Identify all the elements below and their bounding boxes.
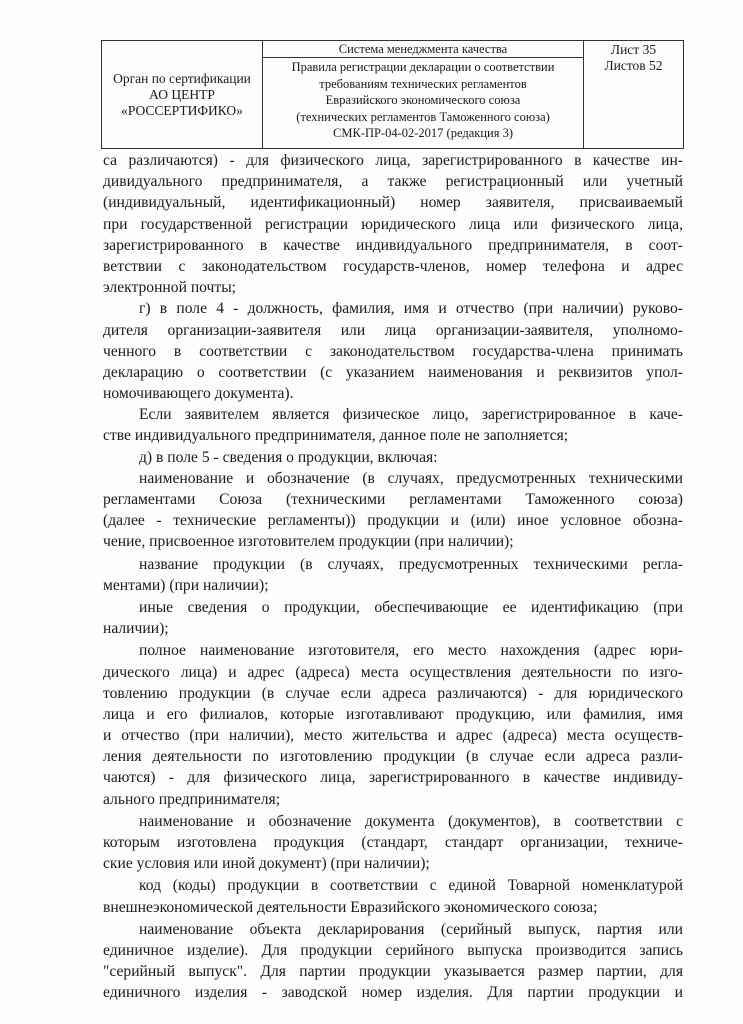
header-table (101, 40, 684, 149)
body-line: д) в поле 5 - сведения о продукции, включая: (139, 448, 438, 466)
body-line: стве индивидуального предпринимателя, данное поле не заполняется; (103, 427, 569, 445)
body-line: наличии); (103, 620, 169, 638)
document-body (103, 150, 683, 1004)
document-title-cell (263, 41, 584, 148)
body-line: (далее - технические регламенты)) продукции и (или) иное условное обозна- (103, 512, 683, 530)
body-line: единичного изделия - заводской номер изделия. Для партии продукции и (103, 984, 683, 1002)
body-line: полное наименование изготовителя, его место нахождения (адрес юри- (139, 642, 683, 660)
body-line: при государственной регистрации юридического лица или физического лица, (103, 215, 683, 233)
body-line: наименование и обозначение (в случаях, предусмотренных техническими (139, 469, 683, 487)
org-name-line-3: «РОССЕРТИФИКО» (121, 102, 243, 118)
org-name-line-1: Орган по сертификации (113, 70, 251, 86)
body-line: "серийный выпуск". Для партии продукции указывается размер партии, для (103, 963, 683, 981)
body-line: товлению продукции (в случае если адреса различаются) - для юридического (103, 684, 683, 702)
body-line: единичное изделие). Для продукции серийного выпуска производится запись (103, 941, 683, 959)
body-line: зарегистрированного в качестве индивидуального предпринимателя, в соот- (103, 236, 683, 254)
body-line: ские условия или иной документ) (при наличии); (103, 855, 430, 873)
doc-title-line-1: Правила регистрации декларации о соответствии (291, 60, 555, 74)
doc-title-line-3: Евразийского экономического союза (325, 93, 521, 108)
body-line: которым изготовлена продукция (стандарт, стандарт организации, техниче- (103, 834, 683, 851)
body-line: название продукции (в случаях, предусмотренных техническими регла- (139, 555, 683, 573)
body-line: ления деятельности по изготовлению продукции (в случае если адреса разли- (103, 748, 683, 766)
body-line: и отчество (при наличии), место жительства и адрес (адреса) места осуществ- (103, 727, 683, 745)
body-line: дического лица) и адрес (адреса) места осуществления деятельности по изго- (103, 663, 683, 681)
certification-body-cell (102, 41, 263, 148)
body-line: ветствии с законодательством государств-членов, номер телефона и адрес (103, 257, 683, 275)
quality-system-label: Система менеджмента качества (263, 41, 583, 58)
body-line: наименование объекта декларирования (серийный выпуск, партия или (139, 920, 683, 938)
org-name-line-2: АО ЦЕНТР (149, 86, 215, 102)
body-line: ментами) (при наличии); (103, 576, 269, 594)
body-line: чаются) - для физического лица, зарегистрированного в качестве индивиду- (103, 769, 683, 787)
body-line: чение, присвоенное изготовителем продукции (при наличии); (103, 533, 514, 551)
body-line: наименование и обозначение документа (документов), в соответствии с (139, 812, 683, 830)
body-line: лица и его филиалов, которые изготавливают продукцию, или фамилия, имя (103, 705, 683, 723)
body-line: внешнеэкономической деятельности Евразийского экономического союза; (103, 898, 598, 916)
sheet-number: Лист 35 (610, 42, 657, 57)
body-line: иные сведения о продукции, обеспечивающие ее идентификацию (при (139, 598, 683, 616)
doc-code: СМК-ПР-04-02-2017 (редакция 3) (333, 126, 513, 141)
body-line: код (коды) продукции в соответствии с единой Товарной номенклатурой (139, 877, 683, 895)
page-number-cell (584, 41, 683, 148)
body-line: ченного в соответствии с законодательством государства-члена принимать (103, 342, 683, 360)
sheets-total: Листов 52 (604, 58, 663, 73)
doc-title-line-2: требованиям технических регламентов (319, 76, 527, 91)
body-line: г) в поле 4 - должность, фамилия, имя и отчество (при наличии) руково- (139, 300, 683, 318)
body-line: Если заявителем является физическое лицо, зарегистрированное в каче- (139, 406, 683, 424)
doc-title-line-4: (технических регламентов Таможенного союза) (296, 109, 550, 124)
body-line: ального предпринимателя; (103, 790, 281, 808)
body-line: регламентами Союза (техническими регламентами Таможенного союза) (103, 491, 683, 508)
body-line: электронной почты; (103, 279, 237, 297)
body-line: декларацию о соответствии (с указанием наименования и реквизитов упол- (103, 363, 683, 381)
body-line: дивидуального предпринимателя, а также регистрационный или учетный (103, 173, 683, 191)
body-line: номочивающего документа). (103, 385, 294, 403)
body-line: (индивидуальный, идентификационный) номер заявителя, присваиваемый (103, 194, 683, 212)
body-line: са различаются) - для физического лица, зарегистрированного в качестве ин- (103, 152, 683, 169)
body-line: дителя организации-заявителя или лица организации-заявителя, уполномо- (103, 321, 683, 339)
